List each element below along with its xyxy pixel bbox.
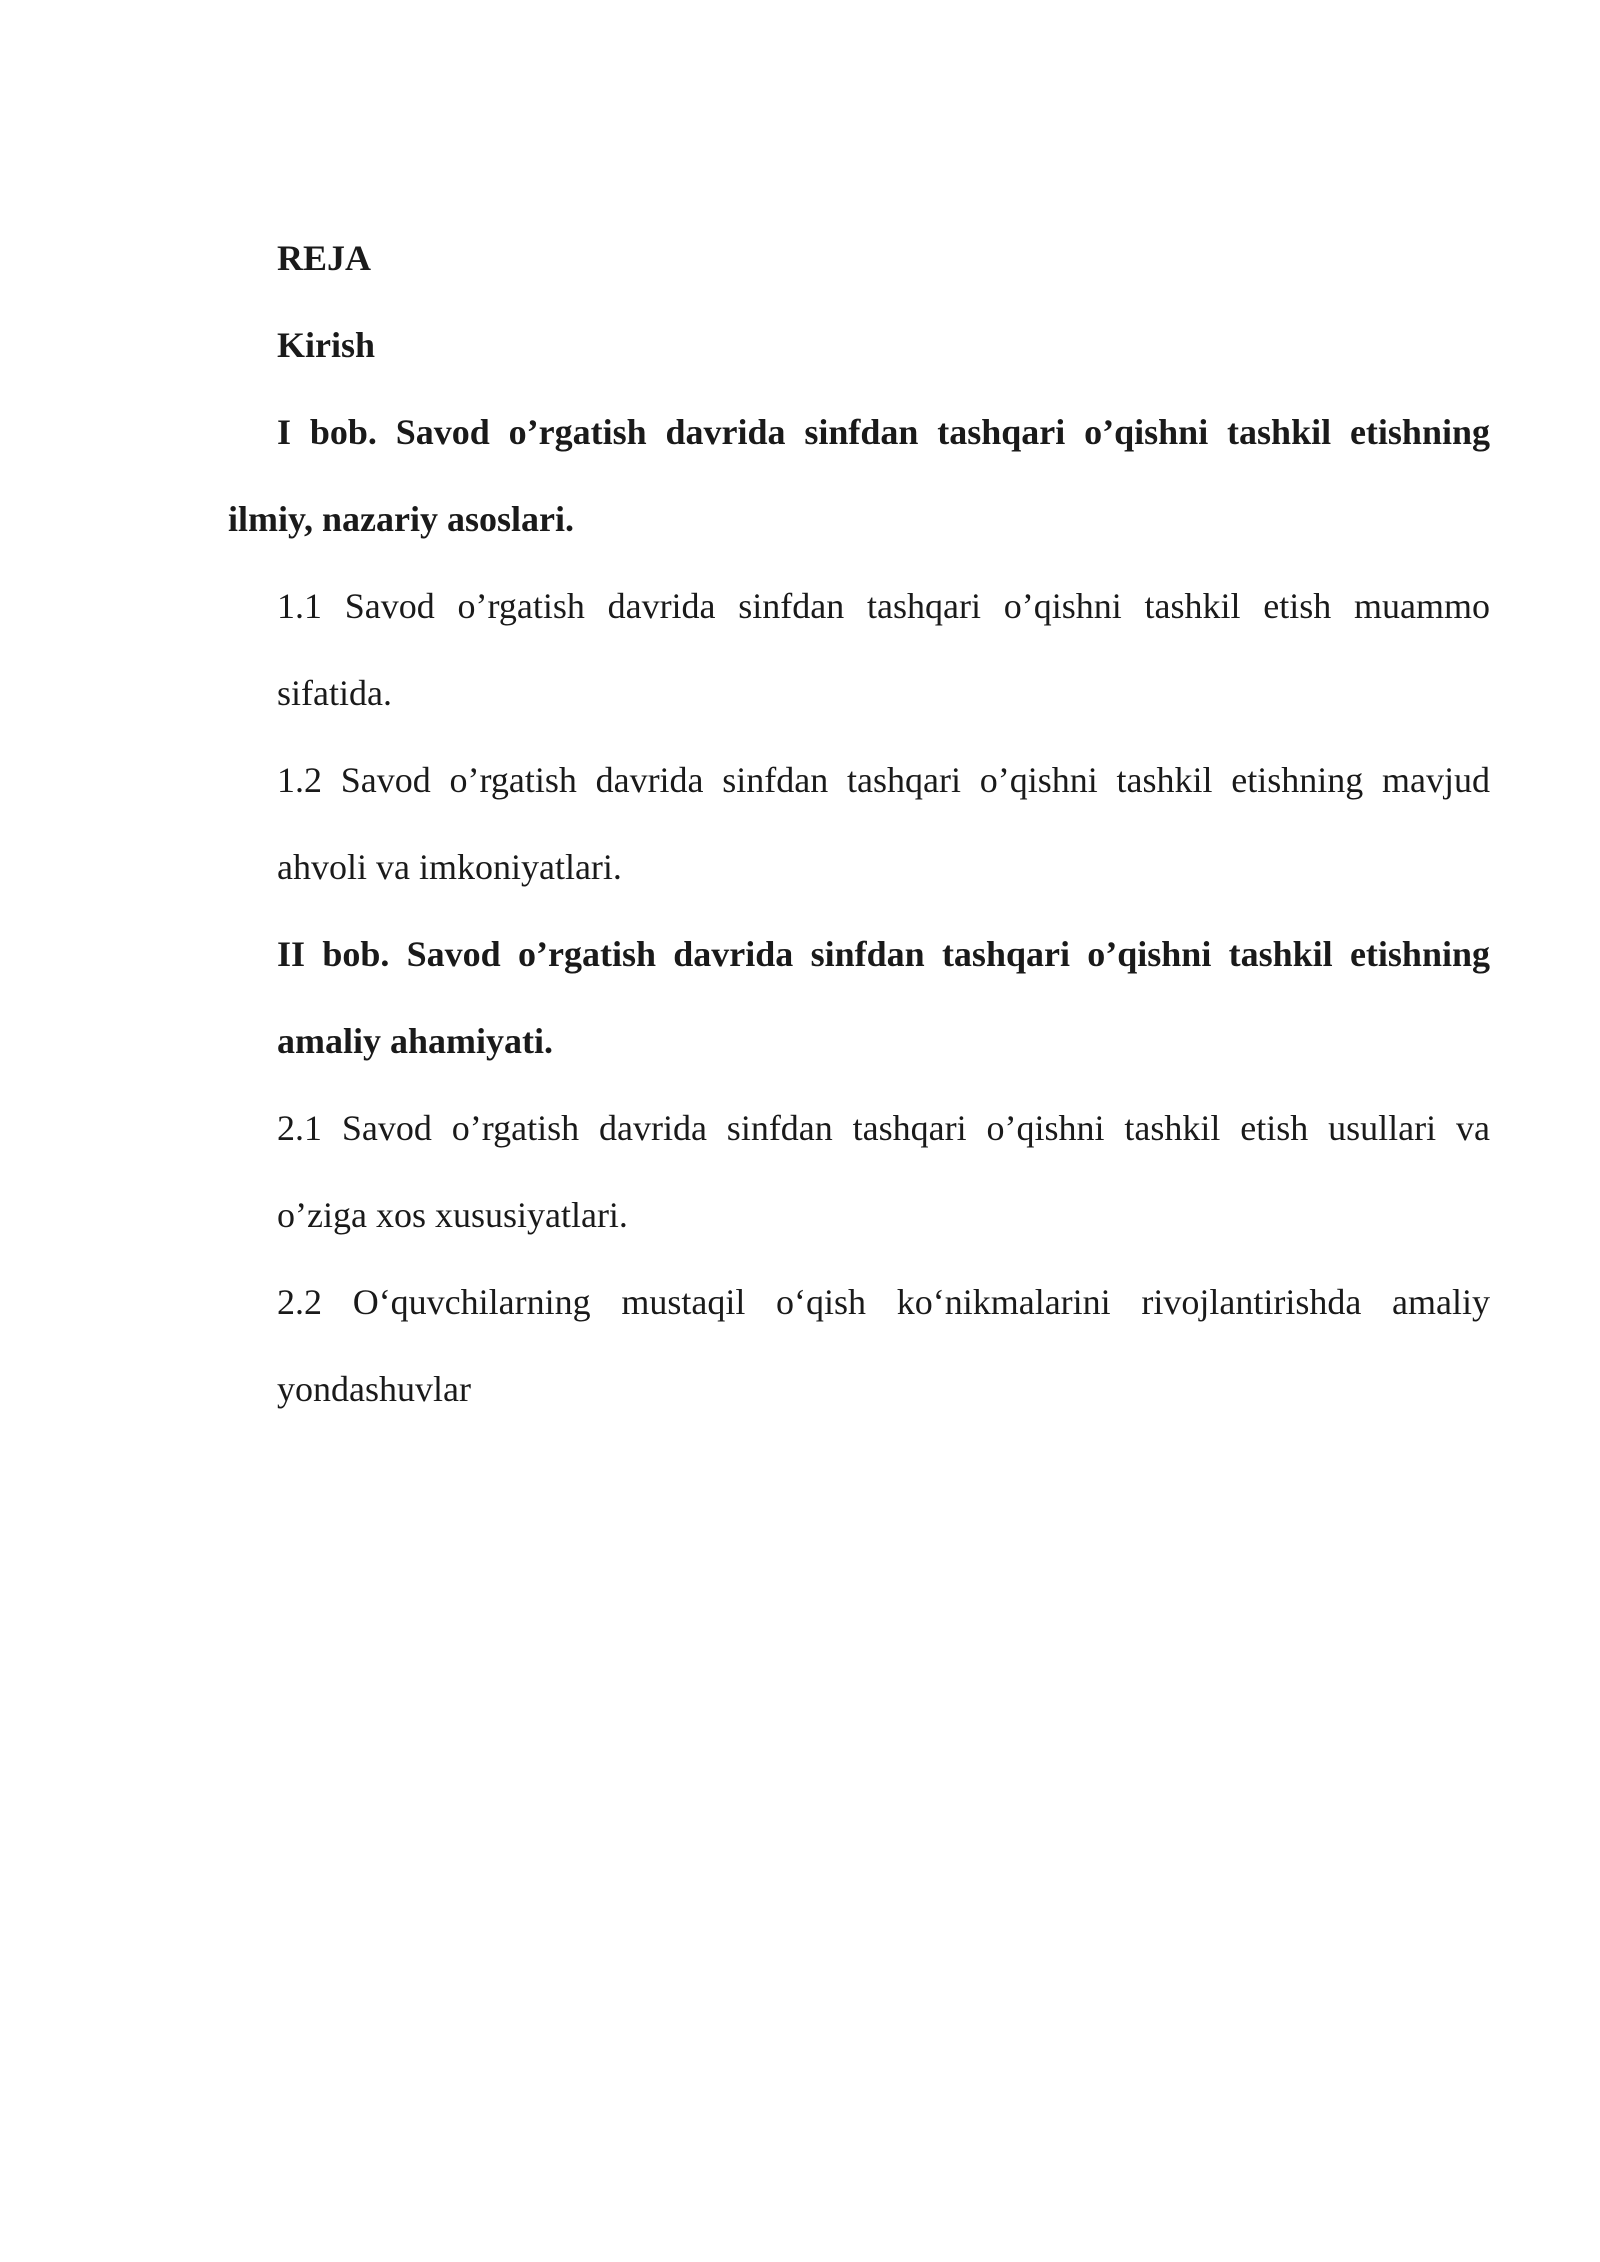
table-of-contents: [228, 215, 1490, 1433]
section-2-1-line-1: 2.1 Savod o’rgatish davrida sinfdan tashqari o’qishni tashkil etish usullari va: [277, 1108, 1490, 1148]
chapter-2-title-line-2: amaliy ahamiyati.: [277, 1021, 553, 1061]
section-2-2-line-1: 2.2 O‘quvchilarning mustaqil o‘qish ko‘nikmalarini rivojlantirishda amaliy: [277, 1282, 1490, 1322]
chapter-2-title-line-1: II bob. Savod o’rgatish davrida sinfdan tashqari o’qishni tashkil etishning: [277, 934, 1490, 974]
intro-heading: Kirish: [277, 325, 376, 365]
section-1-2-line-1: 1.2 Savod o’rgatish davrida sinfdan tashqari o’qishni tashkil etishning mavjud: [277, 760, 1490, 800]
chapter-1-title-line-2: ilmiy, nazariy asoslari.: [228, 499, 574, 539]
section-2-1-line-2: o’ziga xos xususiyatlari.: [277, 1195, 628, 1235]
plan-heading: REJA: [277, 238, 372, 278]
section-1-1-line-2: sifatida.: [277, 673, 392, 713]
chapter-1-title-line-1: I bob. Savod o’rgatish davrida sinfdan tashqari o’qishni tashkil etishning: [277, 412, 1490, 452]
section-2-2-line-2: yondashuvlar: [277, 1369, 471, 1409]
section-1-1-line-1: 1.1 Savod o’rgatish davrida sinfdan tashqari o’qishni tashkil etish muammo: [277, 586, 1490, 626]
section-1-2-line-2: ahvoli va imkoniyatlari.: [277, 847, 622, 887]
